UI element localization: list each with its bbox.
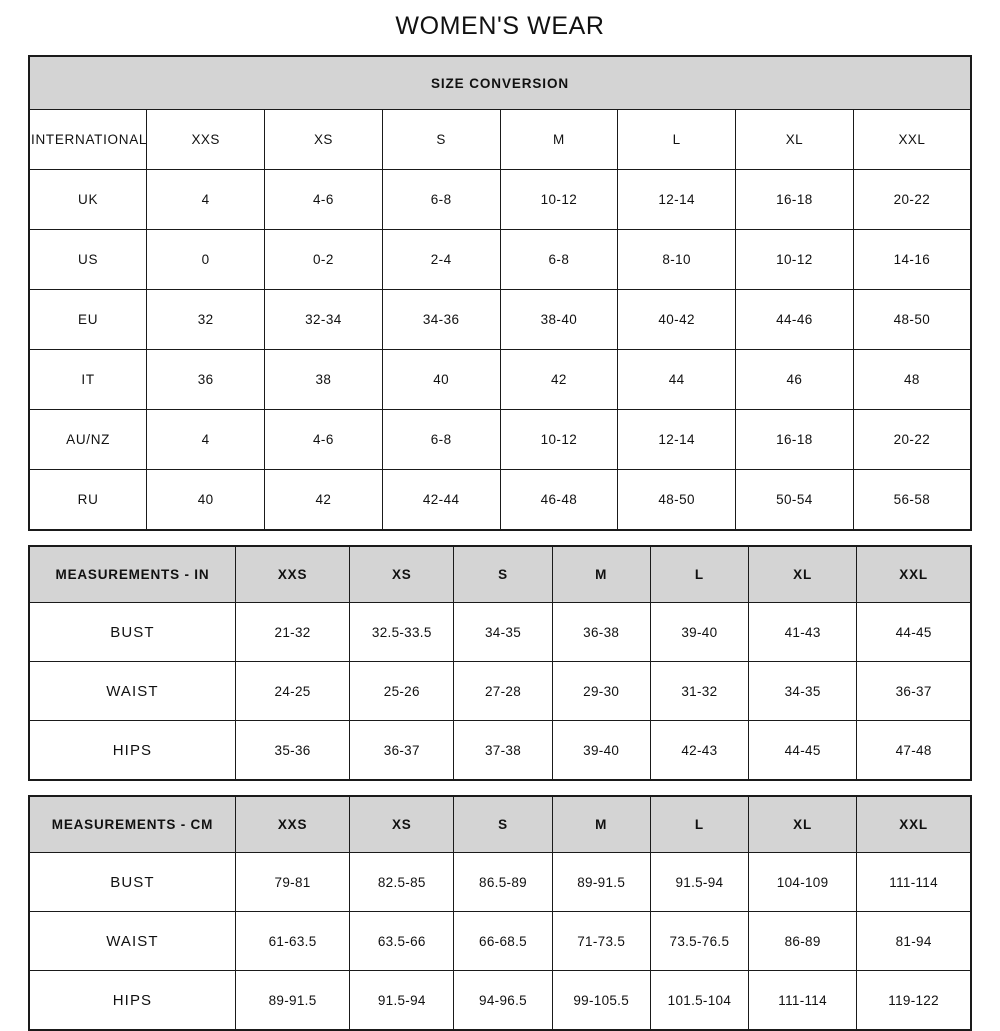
column-header-in-m: M xyxy=(552,546,650,603)
table-header-row xyxy=(29,796,971,853)
cell-cm-bust-xxs: 79-81 xyxy=(235,853,349,912)
column-header-cm-l: L xyxy=(650,796,748,853)
cell-in-hips-l: 42-43 xyxy=(650,721,748,781)
cell-uk-xl: 16-18 xyxy=(736,170,854,230)
row-label-cm-hips: HIPS xyxy=(29,971,235,1031)
column-header-m: M xyxy=(500,110,618,170)
cell-uk-xs: 4-6 xyxy=(265,170,383,230)
cell-cm-hips-xs: 91.5-94 xyxy=(350,971,454,1031)
column-header-xl: XL xyxy=(736,110,854,170)
column-header-cm-m: M xyxy=(552,796,650,853)
row-label-ru: RU xyxy=(29,470,147,531)
cell-in-waist-xxl: 36-37 xyxy=(857,662,971,721)
cell-eu-xxl: 48-50 xyxy=(853,290,971,350)
cell-in-bust-m: 36-38 xyxy=(552,603,650,662)
measurements-in-table xyxy=(28,545,972,781)
cell-eu-m: 38-40 xyxy=(500,290,618,350)
cell-it-xxl: 48 xyxy=(853,350,971,410)
cell-in-waist-m: 29-30 xyxy=(552,662,650,721)
cell-it-xl: 46 xyxy=(736,350,854,410)
column-header-in-xxl: XXL xyxy=(857,546,971,603)
section-divider xyxy=(28,531,972,545)
cell-us-xs: 0-2 xyxy=(265,230,383,290)
column-header-cm-xl: XL xyxy=(749,796,857,853)
cell-ru-xs: 42 xyxy=(265,470,383,531)
column-header-xs: XS xyxy=(265,110,383,170)
cell-in-bust-xxs: 21-32 xyxy=(235,603,349,662)
cell-cm-waist-xxs: 61-63.5 xyxy=(235,912,349,971)
size-conversion-table xyxy=(28,55,972,531)
table-row xyxy=(29,971,971,1031)
column-header-l: L xyxy=(618,110,736,170)
cell-it-xs: 38 xyxy=(265,350,383,410)
row-label-eu: EU xyxy=(29,290,147,350)
page-title: WOMEN'S WEAR xyxy=(395,12,605,40)
cell-us-xxl: 14-16 xyxy=(853,230,971,290)
cell-in-bust-xxl: 44-45 xyxy=(857,603,971,662)
cell-ru-xxs: 40 xyxy=(147,470,265,531)
cell-ru-l: 48-50 xyxy=(618,470,736,531)
cell-in-hips-m: 39-40 xyxy=(552,721,650,781)
cell-cm-waist-m: 71-73.5 xyxy=(552,912,650,971)
column-header-cm-s: S xyxy=(454,796,552,853)
column-header-measurements-in: MEASUREMENTS - IN xyxy=(29,546,235,603)
cell-us-l: 8-10 xyxy=(618,230,736,290)
cell-aunz-s: 6-8 xyxy=(382,410,500,470)
cell-us-xxs: 0 xyxy=(147,230,265,290)
cell-cm-bust-l: 91.5-94 xyxy=(650,853,748,912)
cell-it-l: 44 xyxy=(618,350,736,410)
cell-uk-s: 6-8 xyxy=(382,170,500,230)
cell-ru-m: 46-48 xyxy=(500,470,618,531)
cell-cm-bust-s: 86.5-89 xyxy=(454,853,552,912)
column-header-in-xxs: XXS xyxy=(235,546,349,603)
row-label-in-hips: HIPS xyxy=(29,721,235,781)
cell-in-hips-xxs: 35-36 xyxy=(235,721,349,781)
cell-in-waist-s: 27-28 xyxy=(454,662,552,721)
cell-cm-waist-xl: 86-89 xyxy=(749,912,857,971)
cell-it-m: 42 xyxy=(500,350,618,410)
table-band-row xyxy=(29,56,971,110)
table-row xyxy=(29,603,971,662)
cell-cm-waist-xs: 63.5-66 xyxy=(350,912,454,971)
column-header-in-s: S xyxy=(454,546,552,603)
column-header-in-l: L xyxy=(650,546,748,603)
cell-cm-hips-m: 99-105.5 xyxy=(552,971,650,1031)
column-header-cm-xxl: XXL xyxy=(857,796,971,853)
cell-us-m: 6-8 xyxy=(500,230,618,290)
row-label-in-waist: WAIST xyxy=(29,662,235,721)
table-row xyxy=(29,662,971,721)
measurements-cm-table xyxy=(28,795,972,1031)
section-divider xyxy=(28,781,972,795)
cell-us-xl: 10-12 xyxy=(736,230,854,290)
size-chart-page xyxy=(0,12,1000,1012)
cell-in-waist-xxs: 24-25 xyxy=(235,662,349,721)
table-header-row xyxy=(29,110,971,170)
table-header-row xyxy=(29,546,971,603)
row-label-in-bust: BUST xyxy=(29,603,235,662)
cell-cm-hips-s: 94-96.5 xyxy=(454,971,552,1031)
row-label-us: US xyxy=(29,230,147,290)
cell-eu-xxs: 32 xyxy=(147,290,265,350)
row-label-uk: UK xyxy=(29,170,147,230)
column-header-s: S xyxy=(382,110,500,170)
column-header-international: INTERNATIONAL xyxy=(29,110,147,170)
table-row xyxy=(29,170,971,230)
cell-cm-bust-xl: 104-109 xyxy=(749,853,857,912)
cell-eu-xs: 32-34 xyxy=(265,290,383,350)
cell-in-bust-xl: 41-43 xyxy=(749,603,857,662)
column-header-xxl: XXL xyxy=(853,110,971,170)
cell-eu-l: 40-42 xyxy=(618,290,736,350)
cell-cm-bust-xxl: 111-114 xyxy=(857,853,971,912)
table-row xyxy=(29,350,971,410)
cell-cm-waist-l: 73.5-76.5 xyxy=(650,912,748,971)
cell-aunz-xxl: 20-22 xyxy=(853,410,971,470)
cell-cm-bust-xs: 82.5-85 xyxy=(350,853,454,912)
cell-aunz-m: 10-12 xyxy=(500,410,618,470)
table-row xyxy=(29,230,971,290)
cell-cm-hips-xxl: 119-122 xyxy=(857,971,971,1031)
size-conversion-band-label: SIZE CONVERSION xyxy=(29,56,971,110)
cell-cm-hips-l: 101.5-104 xyxy=(650,971,748,1031)
cell-in-hips-xxl: 47-48 xyxy=(857,721,971,781)
cell-aunz-l: 12-14 xyxy=(618,410,736,470)
cell-it-s: 40 xyxy=(382,350,500,410)
cell-in-waist-xs: 25-26 xyxy=(350,662,454,721)
cell-in-bust-xs: 32.5-33.5 xyxy=(350,603,454,662)
row-label-it: IT xyxy=(29,350,147,410)
table-row xyxy=(29,470,971,531)
cell-cm-waist-xxl: 81-94 xyxy=(857,912,971,971)
cell-uk-xxl: 20-22 xyxy=(853,170,971,230)
cell-cm-hips-xl: 111-114 xyxy=(749,971,857,1031)
table-row xyxy=(29,853,971,912)
cell-aunz-xs: 4-6 xyxy=(265,410,383,470)
column-header-xxs: XXS xyxy=(147,110,265,170)
cell-us-s: 2-4 xyxy=(382,230,500,290)
cell-aunz-xl: 16-18 xyxy=(736,410,854,470)
cell-ru-xl: 50-54 xyxy=(736,470,854,531)
cell-uk-xxs: 4 xyxy=(147,170,265,230)
cell-aunz-xxs: 4 xyxy=(147,410,265,470)
row-label-cm-waist: WAIST xyxy=(29,912,235,971)
cell-cm-bust-m: 89-91.5 xyxy=(552,853,650,912)
column-header-measurements-cm: MEASUREMENTS - CM xyxy=(29,796,235,853)
column-header-in-xs: XS xyxy=(350,546,454,603)
row-label-aunz: AU/NZ xyxy=(29,410,147,470)
table-row xyxy=(29,721,971,781)
cell-cm-waist-s: 66-68.5 xyxy=(454,912,552,971)
column-header-cm-xs: XS xyxy=(350,796,454,853)
cell-in-bust-s: 34-35 xyxy=(454,603,552,662)
cell-it-xxs: 36 xyxy=(147,350,265,410)
cell-uk-l: 12-14 xyxy=(618,170,736,230)
cell-in-hips-xl: 44-45 xyxy=(749,721,857,781)
table-row xyxy=(29,410,971,470)
table-row xyxy=(29,290,971,350)
cell-in-hips-s: 37-38 xyxy=(454,721,552,781)
cell-cm-hips-xxs: 89-91.5 xyxy=(235,971,349,1031)
cell-in-hips-xs: 36-37 xyxy=(350,721,454,781)
column-header-cm-xxs: XXS xyxy=(235,796,349,853)
cell-in-waist-l: 31-32 xyxy=(650,662,748,721)
cell-uk-m: 10-12 xyxy=(500,170,618,230)
table-row xyxy=(29,912,971,971)
column-header-in-xl: XL xyxy=(749,546,857,603)
cell-eu-xl: 44-46 xyxy=(736,290,854,350)
cell-in-waist-xl: 34-35 xyxy=(749,662,857,721)
cell-eu-s: 34-36 xyxy=(382,290,500,350)
cell-ru-xxl: 56-58 xyxy=(853,470,971,531)
row-label-cm-bust: BUST xyxy=(29,853,235,912)
cell-ru-s: 42-44 xyxy=(382,470,500,531)
cell-in-bust-l: 39-40 xyxy=(650,603,748,662)
